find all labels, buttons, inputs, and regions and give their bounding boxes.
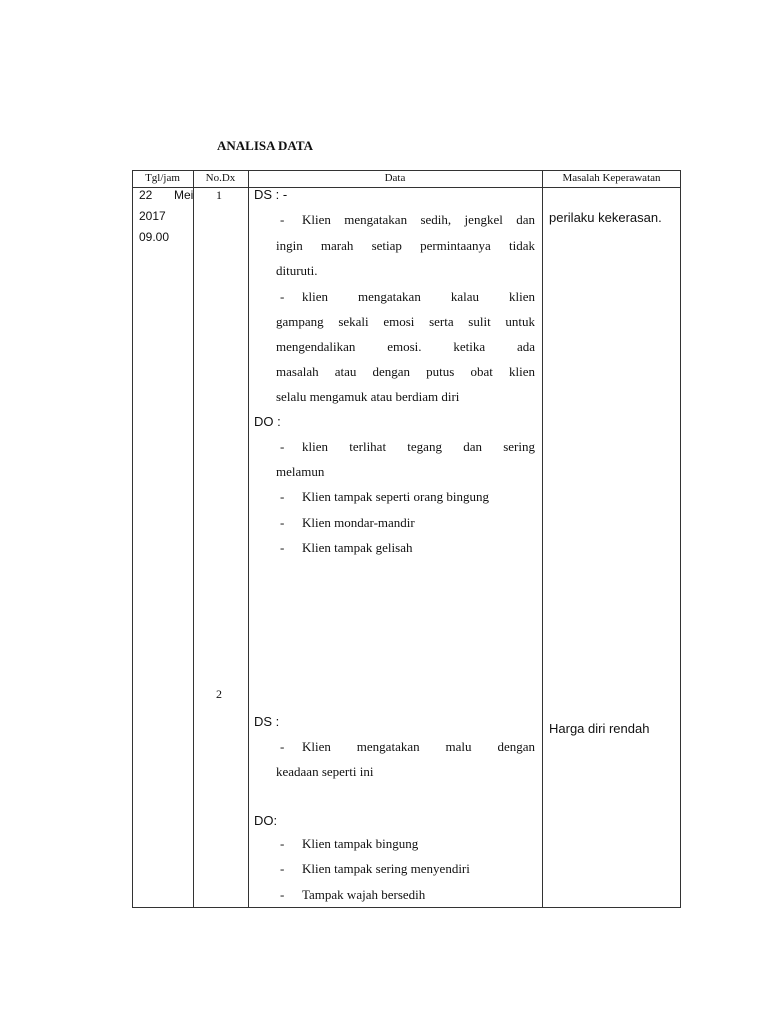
data-line: keadaan seperti ini [276, 764, 374, 779]
column-divider [248, 170, 249, 908]
data-line: Klien mengatakan sedih, jengkel dan [302, 212, 535, 227]
header-divider [132, 187, 681, 188]
data-line: gampang sekali emosi serta sulit untuk [276, 314, 535, 329]
data-line: klien mengatakan kalau klien [302, 289, 535, 304]
bullet-dash: - [280, 489, 285, 504]
masalah-text: Harga diri rendah [549, 721, 650, 736]
header-masalah: Masalah Keperawatan [562, 172, 661, 184]
bullet-dash: - [280, 739, 285, 754]
header-data: Data [384, 172, 406, 184]
bullet-dash: - [280, 887, 285, 902]
data-line: Klien tampak gelisah [302, 540, 413, 555]
date-month: Mei [174, 188, 194, 202]
data-line: melamun [276, 464, 325, 479]
dx-number: 2 [216, 687, 222, 701]
bullet-dash: - [280, 289, 285, 304]
date-year: 2017 [139, 209, 166, 223]
do-label: DO : [254, 414, 281, 429]
header-nodx: No.Dx [205, 172, 236, 184]
data-line: Tampak wajah bersedih [302, 887, 426, 902]
bullet-dash: - [280, 540, 285, 555]
data-line: ingin marah setiap permintaanya tidak [276, 238, 535, 253]
data-line: masalah atau dengan putus obat klien [276, 364, 535, 379]
ds-label: DS : [254, 714, 280, 729]
masalah-text: perilaku kekerasan. [549, 210, 662, 225]
column-divider [193, 170, 194, 908]
date-time: 09.00 [139, 230, 170, 244]
analysis-table [132, 170, 681, 908]
data-line: Klien mondar-mandir [302, 515, 415, 530]
data-line: Klien tampak bingung [302, 836, 419, 851]
do-label: DO: [254, 813, 278, 828]
bullet-dash: - [280, 212, 285, 227]
dx-number: 1 [216, 188, 222, 202]
column-divider [542, 170, 543, 908]
data-line: Klien mengatakan malu dengan [302, 739, 535, 754]
bullet-dash: - [280, 836, 285, 851]
date-day: 22 [139, 188, 153, 202]
data-line: Klien tampak seperti orang bingung [302, 489, 490, 504]
bullet-dash: - [280, 861, 285, 876]
page-title: ANALISA DATA [217, 138, 313, 153]
data-line: Klien tampak sering menyendiri [302, 861, 470, 876]
data-line: mengendalikan emosi. ketika ada [276, 339, 535, 354]
ds-label: DS : - [254, 187, 288, 202]
data-line: dituruti. [276, 263, 318, 278]
data-line: selalu mengamuk atau berdiam diri [276, 389, 460, 404]
data-line: klien terlihat tegang dan sering [302, 439, 535, 454]
bullet-dash: - [280, 439, 285, 454]
bullet-dash: - [280, 515, 285, 530]
header-tgl: Tgl/jam [145, 172, 180, 184]
